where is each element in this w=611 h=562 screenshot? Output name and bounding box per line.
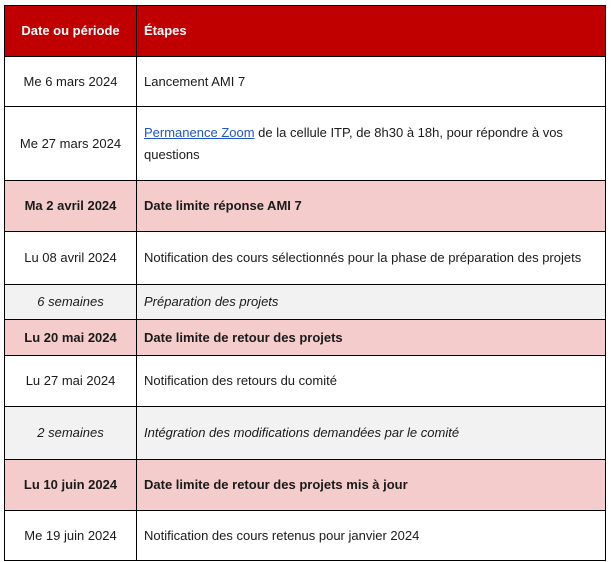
row-date: 6 semaines	[5, 285, 137, 320]
row-step	[137, 107, 606, 181]
table-row	[5, 181, 606, 232]
row-step: Notification des cours sélectionnés pour la phase de préparation des projets	[137, 232, 606, 285]
row-step: Lancement AMI 7	[137, 57, 606, 107]
row-step: Notification des retours du comité	[137, 356, 606, 407]
row-step: Préparation des projets	[137, 285, 606, 320]
table-row	[5, 320, 606, 356]
schedule-table	[4, 5, 606, 561]
table-row	[5, 407, 606, 460]
table-row	[5, 356, 606, 407]
row-date: Lu 27 mai 2024	[5, 356, 137, 407]
date-column-header: Date ou période	[5, 6, 137, 57]
row-step: Date limite réponse AMI 7	[137, 181, 606, 232]
permanence-zoom-link[interactable]: Permanence Zoom	[144, 124, 255, 140]
row-date: Lu 10 juin 2024	[5, 460, 137, 511]
table-row	[5, 511, 606, 561]
row-date: Me 27 mars 2024	[5, 107, 137, 181]
row-step-text: de la cellule ITP, de 8h30 à 18h, pour répondre à vos questions	[144, 124, 563, 162]
row-date: Lu 20 mai 2024	[5, 320, 137, 356]
row-date: 2 semaines	[5, 407, 137, 460]
row-step: Intégration des modifications demandées par le comité	[137, 407, 606, 460]
row-date: Me 19 juin 2024	[5, 511, 137, 561]
row-date: Me 6 mars 2024	[5, 57, 137, 107]
steps-column-header: Étapes	[137, 6, 606, 57]
table-row	[5, 107, 606, 181]
table-row	[5, 460, 606, 511]
row-date: Lu 08 avril 2024	[5, 232, 137, 285]
row-step: Notification des cours retenus pour janvier 2024	[137, 511, 606, 561]
row-step: Date limite de retour des projets mis à jour	[137, 460, 606, 511]
table-row	[5, 232, 606, 285]
row-date: Ma 2 avril 2024	[5, 181, 137, 232]
table-header-row	[5, 6, 606, 57]
table-row	[5, 285, 606, 320]
row-step: Date limite de retour des projets	[137, 320, 606, 356]
table-row	[5, 57, 606, 107]
